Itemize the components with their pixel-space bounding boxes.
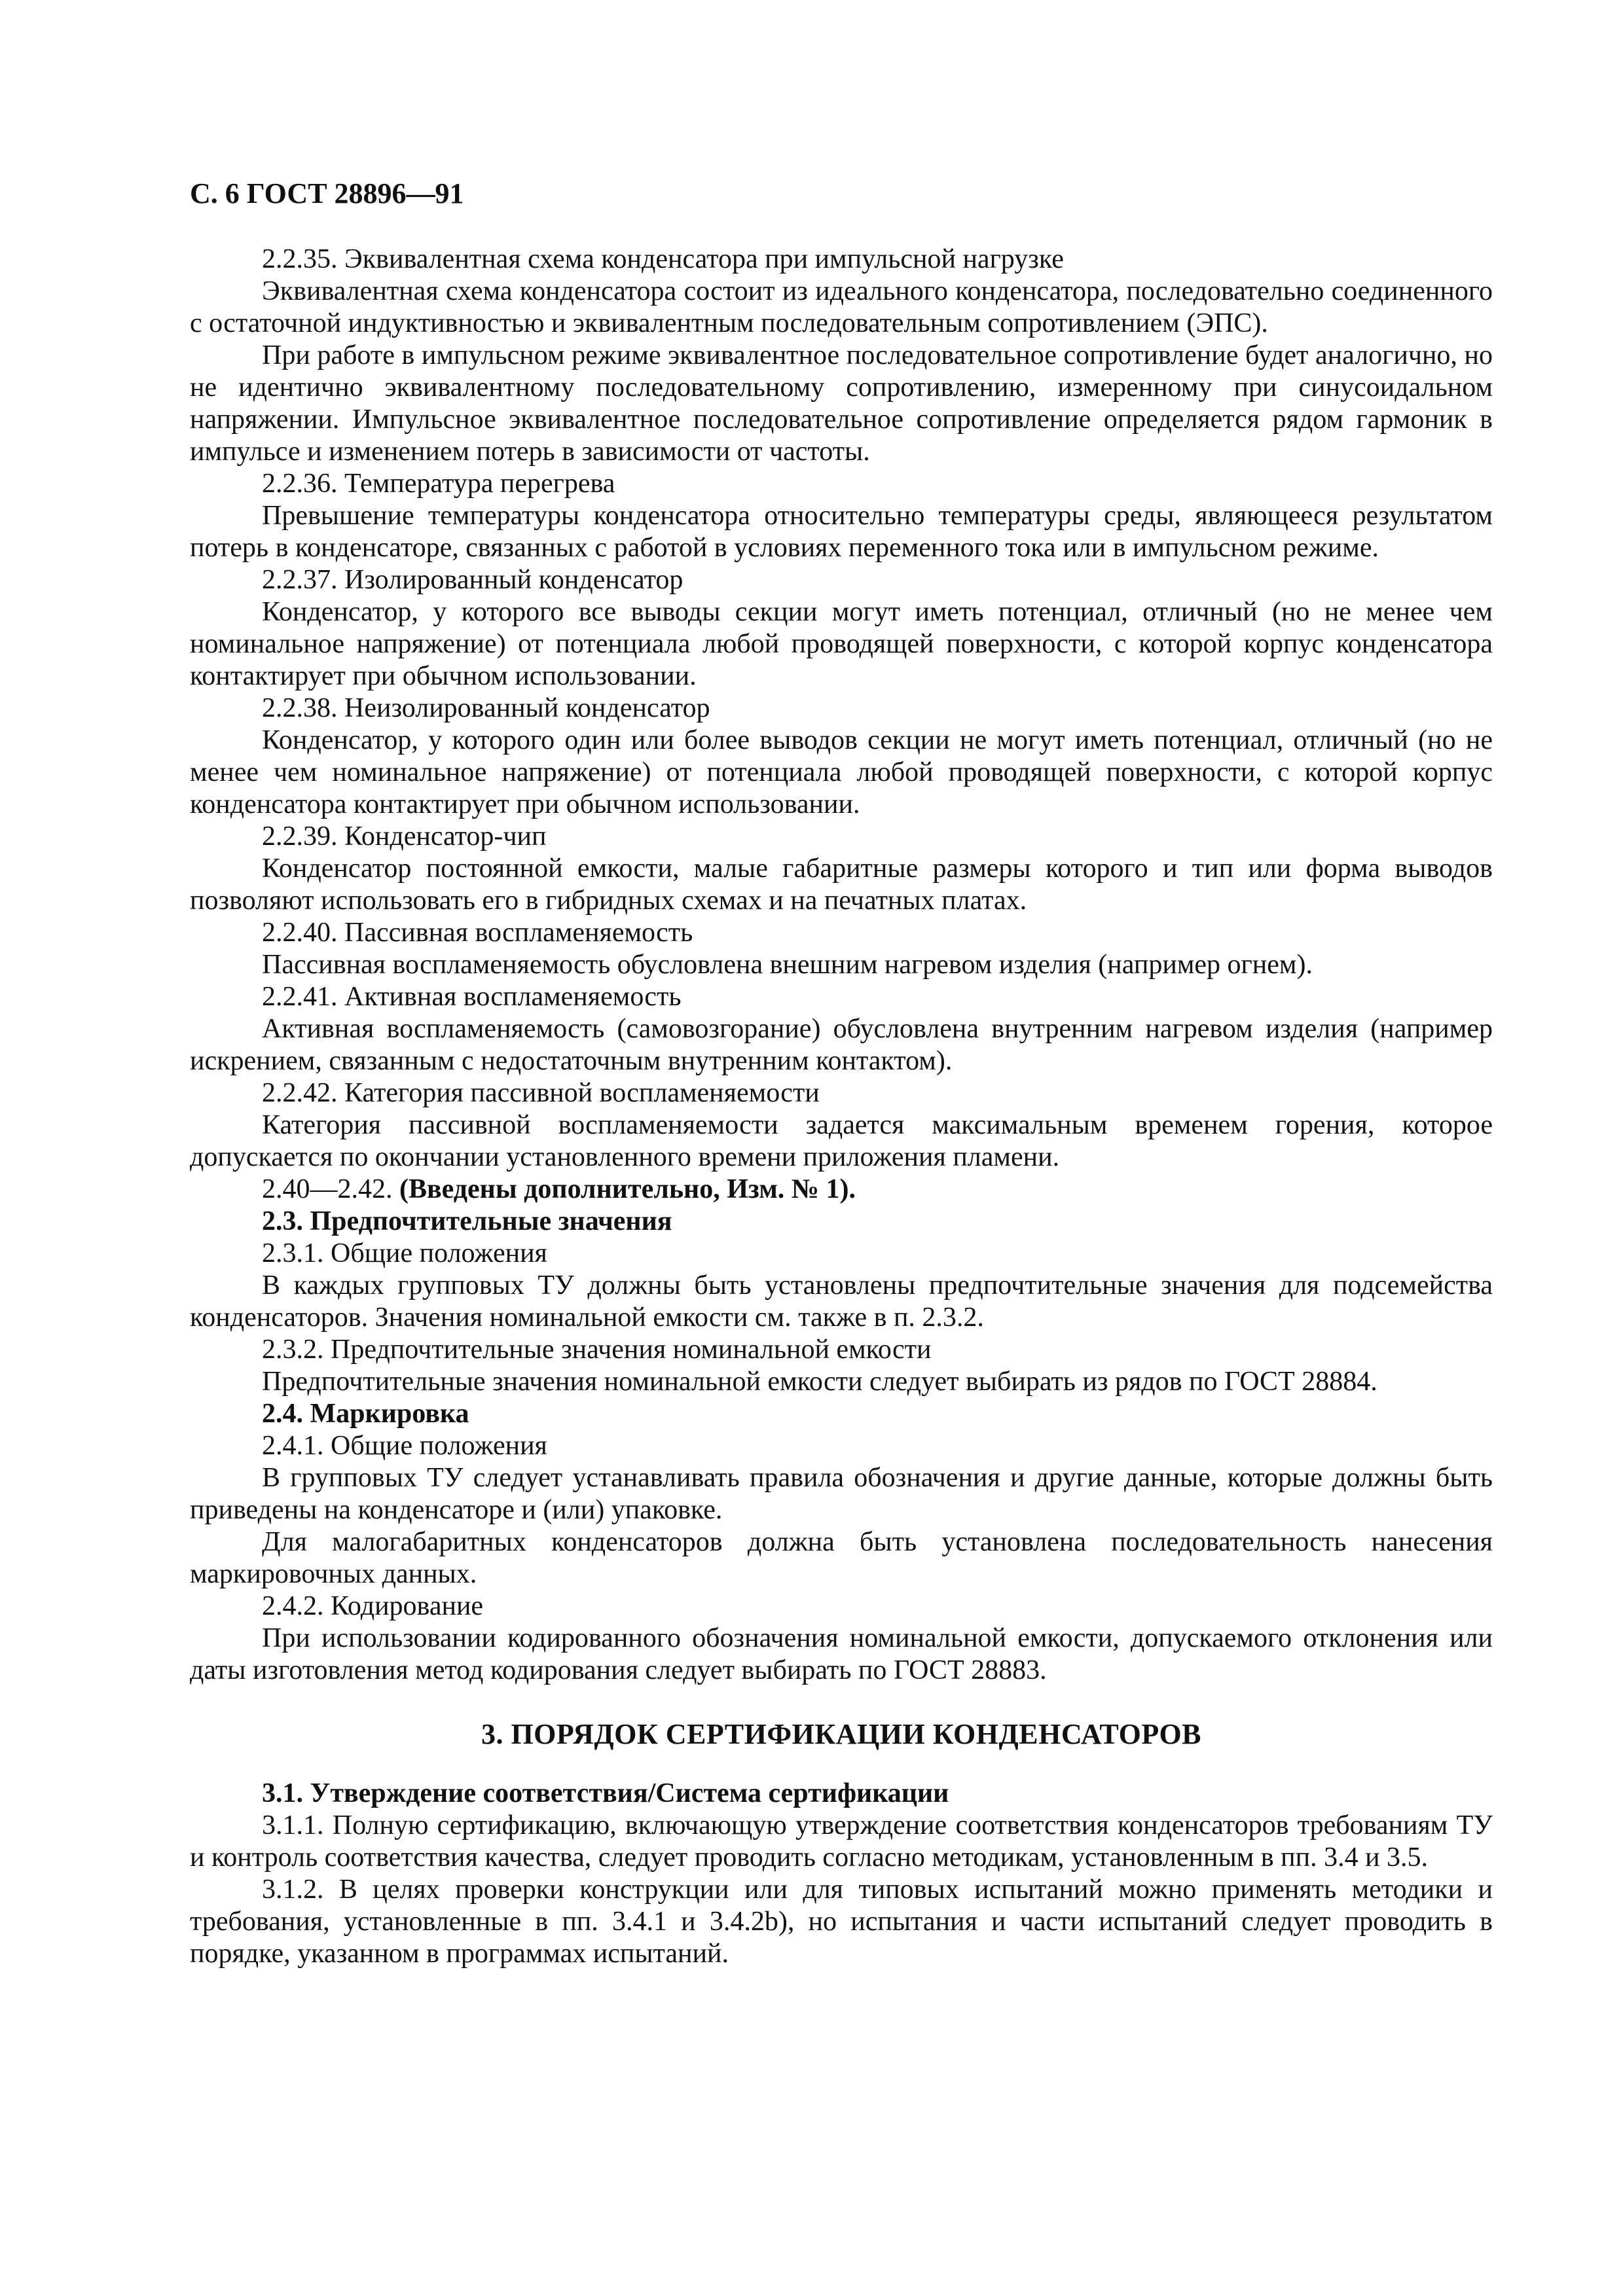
document-body (190, 243, 1493, 1970)
clause-text: В каждых групповых ТУ должны быть установлены предпочтительные значения для подсемейства конденсаторов. Значения номинальной емкости см. также в п. 2.3.2. (190, 1270, 1493, 1333)
clause-text: В групповых ТУ следует устанавливать правила обозначения и другие данные, которые должны быть приведены на конденсаторе и (или) упаковке. (190, 1463, 1493, 1525)
clause-text: Категория пассивной воспламеняемости задается максимальным временем горения, которое допускается по окончании установленного времени приложения пламени. (190, 1110, 1493, 1172)
clause-text: Конденсатор постоянной емкости, малые габаритные размеры которого и тип или форма выводов позволяют использовать его в гибридных схемах и на печатных платах. (190, 853, 1493, 916)
clause-text: Предпочтительные значения номинальной емкости следует выбирать из рядов по ГОСТ 28884. (262, 1367, 1377, 1397)
subsection-heading: 2.3. Предпочтительные значения (262, 1206, 672, 1236)
clause-text: Для малогабаритных конденсаторов должна быть установлена последовательность нанесения маркировочных данных. (190, 1527, 1493, 1589)
subsection-heading: 3.1. Утверждение соответствия/Система сертификации (262, 1778, 949, 1808)
clause-title: 2.2.41. Активная воспламеняемость (262, 982, 682, 1012)
clause-text: Активная воспламеняемость (самовозгорание) обусловлена внутренним нагревом изделия (например искрением, связанным с недостаточным внутренним контактом). (190, 1014, 1493, 1076)
clause-title: 2.2.38. Неизолированный конденсатор (262, 693, 710, 723)
section-title: 3. ПОРЯДОК СЕРТИФИКАЦИИ КОНДЕНСАТОРОВ (481, 1718, 1202, 1750)
subsection-heading: 2.4. Маркировка (262, 1399, 469, 1429)
clause-text: Пассивная воспламеняемость обусловлена внешним нагревом изделия (например огнем). (262, 950, 1313, 980)
clause-text: Конденсатор, у которого все выводы секции могут иметь потенциал, отличный (но не менее чем номинальное напряжение) от потенциала любой проводящей поверхности, с которой корпус конденсатора контактирует при обычном использовании. (190, 597, 1493, 691)
clause-text: Превышение температуры конденсатора относительно температуры среды, являющееся результатом потерь в конденсаторе, связанных с работой в условиях переменного тока или в импульсном режиме. (190, 501, 1493, 563)
clause-title: 2.2.36. Температура перегрева (262, 469, 615, 499)
clause-text: Конденсатор, у которого один или более выводов секции не могут иметь потенциал, отличный (но не менее чем номинальное напряжение) от потенциала любой проводящей поверхности, с которой корпус конденсатора контактирует при обычном использовании. (190, 725, 1493, 819)
clause-title: 2.4.2. Кодирование (262, 1591, 484, 1621)
clause-title: 2.3.1. Общие положения (262, 1238, 547, 1268)
clause-text: При использовании кодированного обозначения номинальной емкости, допускаемого отклонения или даты изготовления метод кодирования следует выбирать по ГОСТ 28883. (190, 1623, 1493, 1685)
page-header: С. 6 ГОСТ 28896—91 (190, 177, 464, 209)
clause-title: 2.2.35. Эквивалентная схема конденсатора при импульсной нагрузке (262, 244, 1064, 274)
clause-title: 2.2.39. Конденсатор-чип (262, 821, 547, 852)
amendment-range: 2.40—2.42. (262, 1174, 393, 1204)
amendment-note (190, 1174, 1493, 1206)
clause-text: 3.1.1. Полную сертификацию, включающую утверждение соответствия конденсаторов требованиям ТУ и контроль соответствия качества, следует проводить согласно методикам, установленным в пп. 3.4 и 3.5. (190, 1810, 1493, 1873)
clause-text: При работе в импульсном режиме эквивалентное последовательное сопротивление будет аналогично, но не идентично эквивалентному последовательному сопротивлению, измеренному при синусоидальном напряжении. Импульсное эквивалентное последовательное сопротивление определяется рядом гармоник в импульсе и изменением потерь в зависимости от частоты. (190, 340, 1493, 467)
clause-title: 2.3.2. Предпочтительные значения номинальной емкости (262, 1335, 932, 1365)
amendment-text: (Введены дополнительно, Изм. № 1). (399, 1174, 856, 1204)
clause-text: Эквивалентная схема конденсатора состоит из идеального конденсатора, последовательно соединенного с остаточной индуктивностью и эквивалентным последовательным сопротивлением (ЭПС). (190, 276, 1493, 338)
clause-text: 3.1.2. В целях проверки конструкции или для типовых испытаний можно применять методики и требования, установленные в пп. 3.4.1 и 3.4.2b), но испытания и части испытаний следует проводить в порядке, указанном в программах испытаний. (190, 1874, 1493, 1969)
clause-title: 2.2.40. Пассивная воспламеняемость (262, 918, 693, 948)
clause-title: 2.4.1. Общие положения (262, 1431, 547, 1461)
clause-title: 2.2.37. Изолированный конденсатор (262, 565, 684, 595)
clause-title: 2.2.42. Категория пассивной воспламеняемости (262, 1078, 820, 1108)
